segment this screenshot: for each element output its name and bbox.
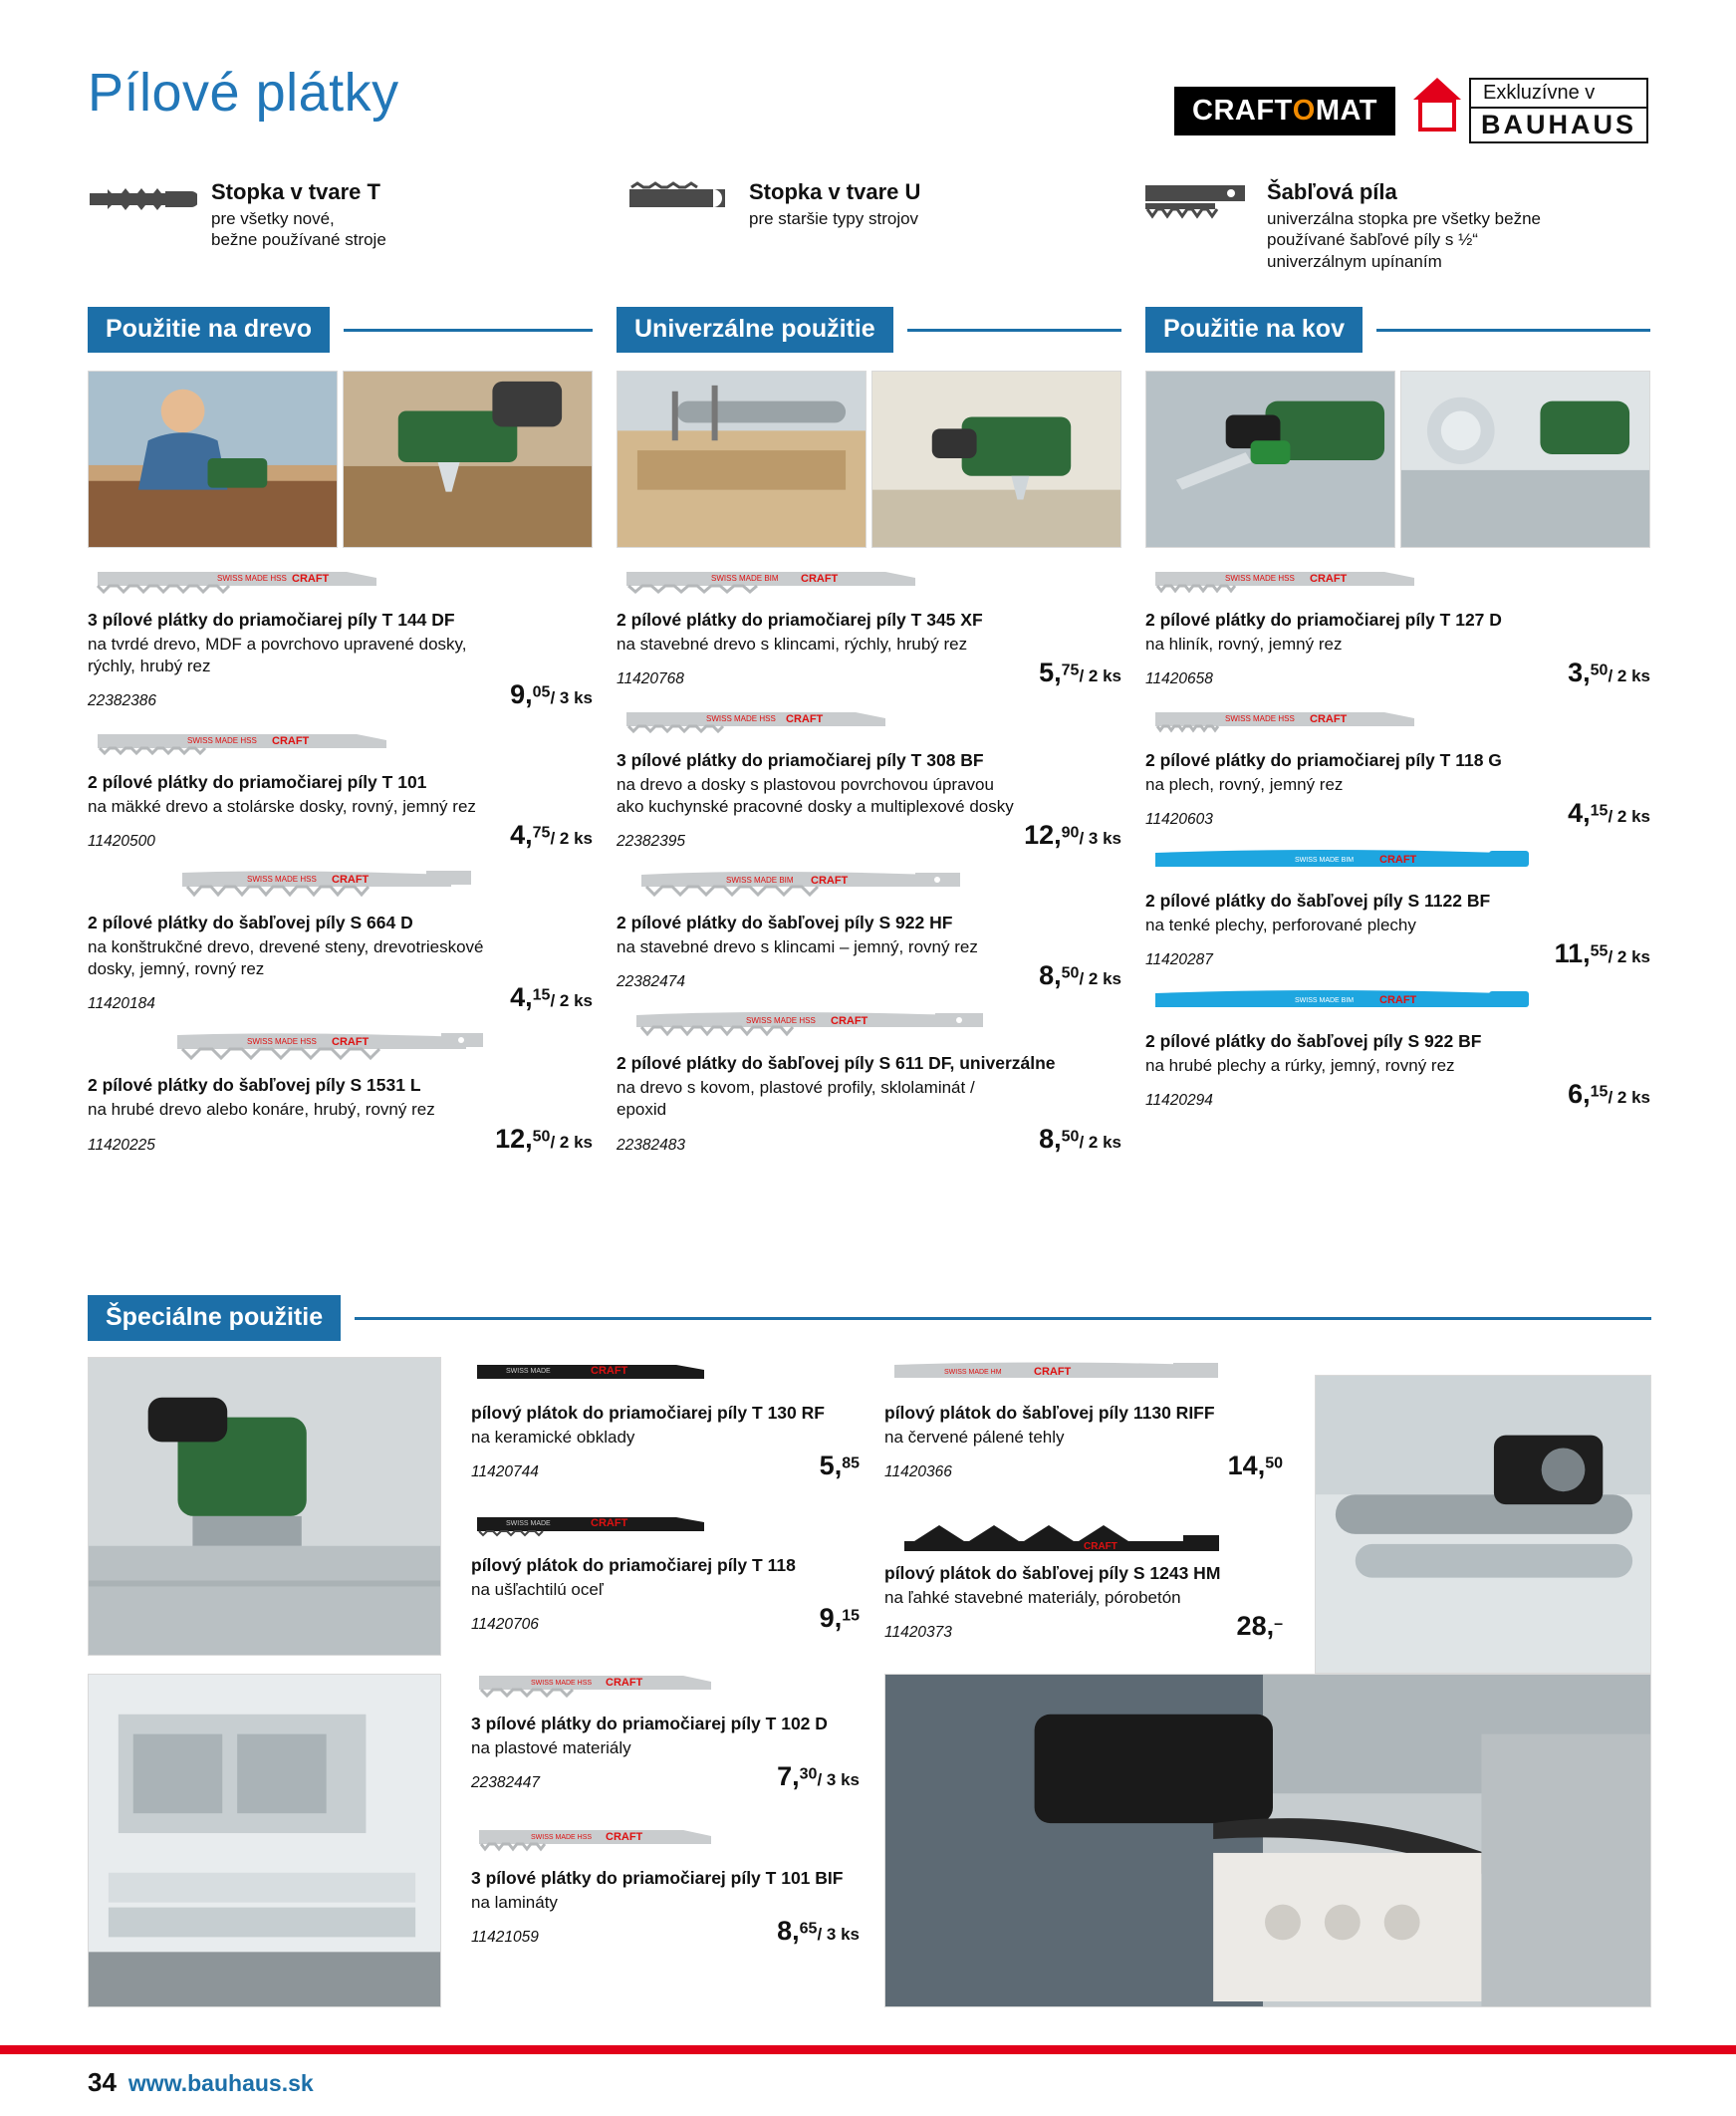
- svg-text:SWISS MADE BIM: SWISS MADE BIM: [1295, 997, 1355, 1005]
- product-item: [471, 1509, 860, 1634]
- product-item: [471, 1668, 860, 1792]
- svg-text:SWISS MADE: SWISS MADE: [506, 1368, 551, 1375]
- svg-text:CRAFT: CRAFT: [1379, 854, 1417, 867]
- jigsaw-blade-silver-icon: [617, 704, 1121, 744]
- legend-item-t-shank: [88, 179, 625, 272]
- price: 4,75/ 2 ks: [510, 820, 593, 851]
- green-jigsaw-cutting-photo: [871, 371, 1121, 548]
- product-name: pílový plátok do priamočiarej píly T 130 RF: [471, 1403, 825, 1423]
- product-desc: na tenké plechy, perforované plechy: [1145, 916, 1416, 935]
- product-name: 2 pílové plátky do šabľovej píly S 1122 BF: [1145, 891, 1491, 912]
- price: 12,50/ 2 ks: [495, 1123, 593, 1154]
- sabre-blade-silver-icon: [88, 867, 593, 907]
- article-number: 11421059: [471, 1929, 539, 1947]
- product-desc: na mäkké drevo a stolárske dosky, rovný, jemný rez: [88, 797, 476, 817]
- svg-text:SWISS MADE HSS: SWISS MADE HSS: [217, 574, 287, 583]
- article-number: 11420225: [88, 1136, 155, 1154]
- svg-text:SWISS MADE HSS: SWISS MADE HSS: [706, 714, 776, 724]
- product-name: 2 pílové plátky do priamočiarej píly T 101: [88, 772, 427, 793]
- product-desc: na drevo a dosky s plastovou povrchovou úpravou ako kuchynské pracovné dosky a multiplexové dosky: [617, 775, 1014, 817]
- sabre-blade-carbide-icon: [884, 1517, 1283, 1557]
- svg-text:SWISS MADE HSS: SWISS MADE HSS: [746, 1016, 816, 1026]
- price: 5,75/ 2 ks: [1039, 658, 1121, 688]
- aluminium-profile-panel-photo: [88, 1674, 441, 2007]
- special-column-right: [884, 1357, 1283, 1642]
- website-url[interactable]: www.bauhaus.sk: [127, 2070, 314, 2096]
- svg-text:CRAFT: CRAFT: [272, 735, 310, 748]
- product-name: 2 pílové plátky do priamočiarej píly T 345 XF: [617, 610, 983, 630]
- svg-text:CRAFT: CRAFT: [591, 1517, 628, 1530]
- bauhaus-house-icon: [1413, 78, 1461, 132]
- product-name: 2 pílové plátky do priamočiarej píly T 127 D: [1145, 610, 1502, 630]
- section-title: Použitie na drevo: [88, 307, 330, 353]
- product-desc: na hrubé plechy a rúrky, jemný, rovný rez: [1145, 1056, 1455, 1076]
- product-item: [471, 1822, 860, 1947]
- svg-text:CRAFT: CRAFT: [591, 1365, 628, 1377]
- column-metal: [1145, 307, 1650, 1155]
- product-name: 2 pílové plátky do šabľovej píly S 611 DF, univerzálne: [617, 1053, 1056, 1074]
- column-wood: [88, 307, 593, 1155]
- product-item: [1145, 704, 1650, 829]
- product-item: [884, 1517, 1283, 1642]
- jigsaw-blade-silver-icon: [1145, 704, 1650, 744]
- price: 9,05/ 3 ks: [510, 679, 593, 710]
- craftomat-logo-part1: CRAFT: [1192, 94, 1293, 127]
- article-number: 11420744: [471, 1463, 539, 1481]
- sabre-blade-silver-icon: [884, 1357, 1283, 1397]
- sabre-blade-silver-icon: [617, 867, 1121, 907]
- product-columns: [88, 307, 1651, 1155]
- svg-text:CRAFT: CRAFT: [831, 1015, 868, 1028]
- svg-text:CRAFT: CRAFT: [1310, 713, 1348, 726]
- article-number: 11420294: [1145, 1092, 1213, 1110]
- page-header: [0, 0, 1736, 159]
- svg-text:CRAFT: CRAFT: [606, 1831, 643, 1844]
- legend-desc: univerzálna stopka pre všetky bežne používané šabľové píly s ½“ univerzálnym upínaním: [1267, 209, 1541, 271]
- jigsaw-metal-sheet-photo: [1400, 371, 1650, 548]
- article-number: 22382395: [617, 833, 685, 851]
- product-item: [617, 1007, 1121, 1154]
- product-item: [1145, 985, 1650, 1110]
- product-desc: na červené pálené tehly: [884, 1428, 1065, 1447]
- svg-text:SWISS MADE HSS: SWISS MADE HSS: [531, 1834, 593, 1842]
- sabre-saw-metal-photo: [1145, 371, 1395, 548]
- jigsaw-blade-silver-icon: [471, 1668, 860, 1708]
- section-header-special: [88, 1295, 1651, 1341]
- product-desc: na plech, rovný, jemný rez: [1145, 775, 1344, 795]
- product-item: [617, 867, 1121, 991]
- jigsaw-blade-black-icon: [471, 1357, 860, 1397]
- svg-text:SWISS MADE HSS: SWISS MADE HSS: [1225, 714, 1295, 724]
- product-desc: na hliník, rovný, jemný rez: [1145, 635, 1343, 654]
- product-item: [617, 704, 1121, 851]
- section-header-metal: [1145, 307, 1650, 353]
- legend-title: Stopka v tvare U: [749, 179, 921, 204]
- svg-text:CRAFT: CRAFT: [292, 573, 330, 585]
- section-title: Špeciálne použitie: [88, 1295, 341, 1341]
- price: 5,85: [819, 1451, 860, 1481]
- product-desc: na ušľachtilú oceľ: [471, 1580, 604, 1600]
- sabre-blade-silver-icon: [617, 1007, 1121, 1047]
- craftomat-logo-o: O: [1292, 94, 1316, 127]
- exclusive-badge: [1413, 78, 1648, 143]
- article-number: 11420768: [617, 670, 684, 688]
- product-item: [88, 564, 593, 710]
- sabre-blade-blue-icon: [1145, 985, 1650, 1025]
- jigsaw-blade-silver-icon: [471, 1822, 860, 1862]
- product-name: pílový plátok do priamočiarej píly T 118: [471, 1555, 796, 1576]
- brand-row: [1174, 78, 1648, 143]
- photo-strip: [1145, 371, 1650, 548]
- legend-item-sabre: [1143, 179, 1651, 272]
- legend-title: Stopka v tvare T: [211, 179, 380, 204]
- product-name: 3 pílové plátky do priamočiarej píly T 102 D: [471, 1714, 828, 1734]
- jigsaw-blade-black-icon: [471, 1509, 860, 1549]
- svg-text:SWISS MADE BIM: SWISS MADE BIM: [1295, 857, 1355, 865]
- product-name: 3 pílové plátky do priamočiarej píly T 144 DF: [88, 610, 455, 630]
- bauhaus-wordmark: BAUHAUS: [1469, 107, 1648, 143]
- section-header-wood: [88, 307, 593, 353]
- product-desc: na plastové materiály: [471, 1738, 631, 1758]
- craftomat-logo: [1174, 87, 1395, 135]
- special-section: [88, 1295, 1651, 2054]
- product-desc: na drevo s kovom, plastové profily, sklolaminát / epoxid: [617, 1078, 975, 1120]
- svg-text:SWISS MADE HSS: SWISS MADE HSS: [247, 1037, 317, 1047]
- product-name: pílový plátok do šabľovej píly 1130 RIFF: [884, 1403, 1215, 1423]
- product-desc: na stavebné drevo s klincami – jemný, rovný rez: [617, 937, 978, 957]
- svg-text:CRAFT: CRAFT: [606, 1677, 643, 1690]
- article-number: 22382474: [617, 973, 685, 991]
- price: 8,50/ 2 ks: [1039, 960, 1121, 991]
- svg-text:CRAFT: CRAFT: [332, 874, 370, 887]
- svg-text:SWISS MADE HSS: SWISS MADE HSS: [1225, 574, 1295, 583]
- special-column-left: [471, 1357, 860, 1947]
- footer: [88, 2067, 314, 2098]
- svg-text:SWISS MADE HSS: SWISS MADE HSS: [247, 875, 317, 885]
- article-number: 22382447: [471, 1774, 540, 1792]
- photo-strip: [88, 371, 593, 548]
- price: 11,55/ 2 ks: [1554, 938, 1650, 969]
- price: 6,15/ 2 ks: [1568, 1079, 1650, 1110]
- product-name: 3 pílové plátky do priamočiarej píly T 101 BIF: [471, 1868, 844, 1889]
- footer-rule: [0, 2045, 1736, 2054]
- legend-item-u-shank: [625, 179, 1143, 272]
- product-item: [1145, 564, 1650, 688]
- u-shank-blade-icon: [625, 179, 735, 272]
- section-title: Použitie na kov: [1145, 307, 1363, 353]
- section-title: Univerzálne použitie: [617, 307, 893, 353]
- product-name: 2 pílové plátky do šabľovej píly S 922 HF: [617, 913, 953, 933]
- wood-beams-pipe-photo: [617, 371, 867, 548]
- section-header-universal: [617, 307, 1121, 353]
- product-desc: na keramické obklady: [471, 1428, 635, 1447]
- shank-legend: [88, 179, 1651, 272]
- product-desc: na tvrdé drevo, MDF a povrchovo upravené dosky, rýchly, hrubý rez: [88, 635, 467, 676]
- photo-strip: [617, 371, 1121, 548]
- sabre-blade-silver-icon: [88, 1029, 593, 1069]
- svg-text:SWISS MADE HM: SWISS MADE HM: [944, 1369, 1002, 1376]
- sabre-blade-blue-icon: [1145, 845, 1650, 885]
- pipe-cutter-metal-photo: [1315, 1375, 1651, 1674]
- article-number: 11420658: [1145, 670, 1213, 688]
- jigsaw-blade-silver-icon: [617, 564, 1121, 604]
- legend-desc: pre staršie typy strojov: [749, 209, 919, 228]
- svg-text:CRAFT: CRAFT: [1379, 994, 1417, 1007]
- article-number: 11420184: [88, 995, 155, 1013]
- product-desc: na konštrukčné drevo, drevené steny, drevotrieskové dosky, jemný, rovný rez: [88, 937, 484, 979]
- article-number: 11420706: [471, 1616, 539, 1634]
- article-number: 11420287: [1145, 951, 1213, 969]
- article-number: 22382386: [88, 692, 156, 710]
- product-item: [1145, 845, 1650, 969]
- exclusive-label: Exkluzívne v: [1469, 78, 1648, 107]
- svg-text:SWISS MADE HSS: SWISS MADE HSS: [531, 1680, 593, 1688]
- legend-desc: pre všetky nové, bežne používané stroje: [211, 209, 386, 250]
- svg-text:SWISS MADE BIM: SWISS MADE BIM: [726, 876, 794, 886]
- jigsaw-blade-silver-icon: [1145, 564, 1650, 604]
- product-item: [884, 1357, 1283, 1481]
- product-name: 2 pílové plátky do šabľovej píly S 922 BF: [1145, 1031, 1482, 1052]
- craftomat-logo-part2: MAT: [1315, 94, 1377, 127]
- product-name: 2 pílové plátky do priamočiarej píly T 118 G: [1145, 750, 1502, 771]
- product-desc: na lamináty: [471, 1893, 558, 1913]
- legend-title: Šabľová píla: [1267, 179, 1397, 204]
- product-desc: na stavebné drevo s klincami, rýchly, hrubý rez: [617, 635, 968, 654]
- page-title: Pílové plátky: [88, 63, 399, 123]
- jigsaw-blade-silver-icon: [88, 564, 593, 604]
- price: 9,15: [819, 1603, 860, 1634]
- svg-text:CRAFT: CRAFT: [786, 713, 824, 726]
- svg-text:CRAFT: CRAFT: [801, 573, 839, 585]
- article-number: 11420366: [884, 1463, 952, 1481]
- price: 8,50/ 2 ks: [1039, 1123, 1121, 1154]
- price: 4,15/ 2 ks: [1568, 798, 1650, 829]
- svg-text:CRAFT: CRAFT: [1310, 573, 1348, 585]
- product-item: [88, 1029, 593, 1154]
- page-number: 34: [88, 2067, 117, 2097]
- svg-text:CRAFT: CRAFT: [1034, 1366, 1072, 1378]
- column-universal: [617, 307, 1121, 1155]
- price: 14,50: [1227, 1451, 1283, 1481]
- product-name: 3 pílové plátky do priamočiarej píly T 308 BF: [617, 750, 984, 771]
- product-name: 2 pílové plátky do šabľovej píly S 1531 L: [88, 1075, 421, 1096]
- article-number: 11420373: [884, 1624, 952, 1642]
- price: 7,30/ 3 ks: [777, 1761, 860, 1792]
- jigsaw-cutting-tile-photo: [88, 1357, 441, 1656]
- price: 4,15/ 2 ks: [510, 982, 593, 1013]
- article-number: 11420500: [88, 833, 155, 851]
- man-sawing-wood-photo: [88, 371, 338, 548]
- product-item: [471, 1357, 860, 1481]
- product-desc: na ľahké stavebné materiály, pórobetón: [884, 1588, 1181, 1608]
- svg-text:SWISS MADE HSS: SWISS MADE HSS: [187, 736, 257, 746]
- sabre-saw-blade-icon: [1143, 179, 1253, 272]
- product-item: [88, 726, 593, 851]
- svg-text:CRAFT: CRAFT: [332, 1036, 370, 1049]
- article-number: 22382483: [617, 1136, 685, 1154]
- jigsaw-cutting-board-photo: [343, 371, 593, 548]
- product-item: [88, 867, 593, 1013]
- jigsaw-blade-silver-icon: [88, 726, 593, 766]
- svg-text:SWISS MADE: SWISS MADE: [506, 1520, 551, 1528]
- svg-text:CRAFT: CRAFT: [1084, 1541, 1117, 1553]
- article-number: 11420603: [1145, 811, 1213, 829]
- price: 28,–: [1236, 1611, 1283, 1642]
- product-item: [617, 564, 1121, 688]
- price: 3,50/ 2 ks: [1568, 658, 1650, 688]
- product-name: pílový plátok do šabľovej píly S 1243 HM: [884, 1563, 1221, 1584]
- sabre-saw-aerated-block-photo: [884, 1674, 1651, 2007]
- t-shank-blade-icon: [88, 179, 197, 272]
- price: 12,90/ 3 ks: [1024, 820, 1121, 851]
- price: 8,65/ 3 ks: [777, 1916, 860, 1947]
- svg-text:SWISS MADE BIM: SWISS MADE BIM: [711, 574, 779, 583]
- svg-text:CRAFT: CRAFT: [811, 875, 849, 888]
- product-name: 2 pílové plátky do šabľovej píly S 664 D: [88, 913, 413, 933]
- product-desc: na hrubé drevo alebo konáre, hrubý, rovný rez: [88, 1100, 435, 1120]
